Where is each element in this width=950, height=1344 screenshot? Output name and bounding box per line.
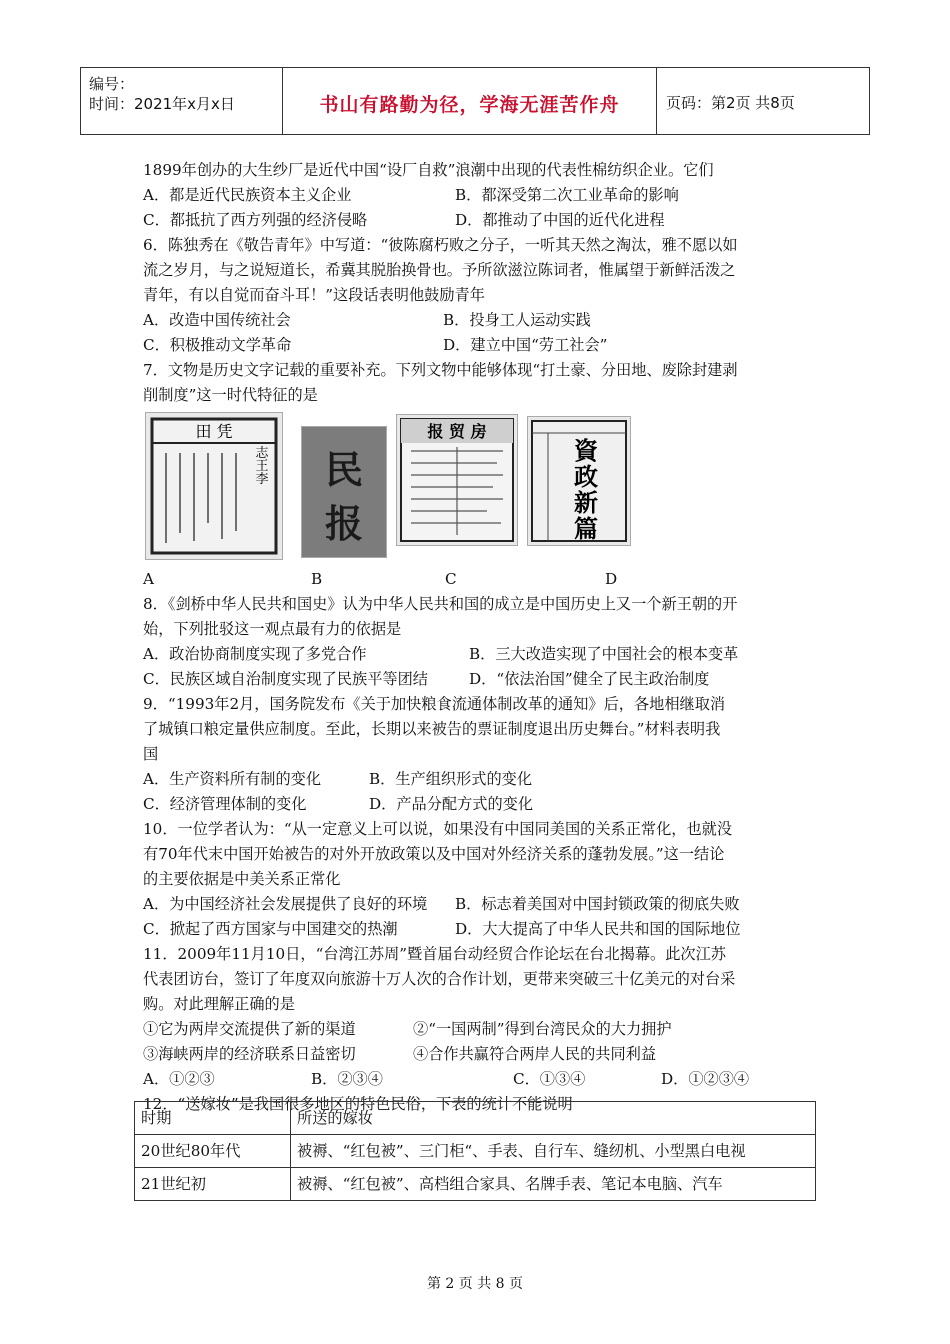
table-row	[135, 1135, 816, 1168]
option-c: C．积极推动文学革命	[143, 336, 292, 354]
question-9-line: 了城镇口粮定量供应制度。至此，长期以来被告的票证制度退出历史舞台。”材料表明我	[143, 720, 721, 738]
option-b: B．都深受第二次工业革命的影响	[455, 186, 679, 204]
artifact-images	[143, 412, 823, 567]
statement-3: ③海峡两岸的经济联系日益密切	[143, 1045, 356, 1063]
option-d: D．建立中国“劳工社会”	[443, 336, 608, 354]
table-cell: 21世纪初	[135, 1168, 291, 1201]
header-divider	[656, 68, 657, 134]
image-label-d: D	[605, 570, 618, 588]
statement-4: ④合作共赢符合两岸人民的共同利益	[413, 1045, 656, 1063]
table-header-cell: 所送的嫁妆	[291, 1102, 816, 1135]
cover-char-2: 政	[574, 462, 598, 491]
question-12-stem: 12．“送嫁妆”是我国很多地区的特色民俗，下表的统计不能说明	[143, 1095, 573, 1113]
question-5-options-row2	[143, 208, 823, 233]
question-10-line: 10．一位学者认为：“从一定意义上可以说，如果没有中国同美国的关系正常化，也就没	[143, 820, 733, 838]
option-c: C．民族区域自治制度实现了民族平等团结	[143, 670, 428, 688]
question-8-line: 8．《剑桥中华人民共和国史》认为中华人民共和国的成立是中国历史上又一个新王朝的开	[143, 595, 738, 613]
option-b: B．投身工人运动实践	[443, 311, 591, 329]
question-11-statements-row2	[143, 1042, 823, 1067]
image-label-a: A	[143, 570, 154, 588]
question-8-options-row2	[143, 667, 823, 692]
question-content	[143, 158, 823, 1117]
question-5-stem: 1899年创办的大生纱厂是近代中国“设厂自救”浪潮中出现的代表性棉纺织企业。它们	[143, 161, 714, 179]
deed-side-text: 志王李	[252, 445, 268, 485]
land-deed-document-icon	[145, 412, 283, 560]
question-11-line: 购。对此理解正确的是	[143, 995, 295, 1013]
question-9-options-row2	[143, 792, 823, 817]
header-motto: 书山有路勤为径，学海无涯苦作舟	[319, 94, 620, 116]
question-6-line: 青年，有以自觉而奋斗耳！”这段话表明他鼓励青年	[143, 286, 485, 304]
question-7-image-labels	[143, 567, 823, 592]
option-c: C．①③④	[513, 1070, 586, 1088]
option-d: D．大大提高了中华人民共和国的国际地位	[455, 920, 741, 938]
question-6-line: 6．陈独秀在《敬告青年》中写道：“彼陈腐朽败之分子，一听其天然之淘汰，雅不愿以如	[143, 236, 738, 254]
table-header-row	[135, 1102, 816, 1135]
question-11-options	[143, 1067, 823, 1092]
rubbing-document-icon	[301, 426, 387, 558]
question-10-options-row2	[143, 917, 823, 942]
header-page-label: 页码：第2页 共8页	[666, 94, 795, 112]
header-meta	[89, 74, 279, 114]
image-label-c: C	[445, 570, 457, 588]
statement-2: ②“一国两制”得到台湾民众的大力拥护	[413, 1020, 672, 1038]
option-d: D．“依法治国”健全了民主政治制度	[469, 670, 710, 688]
cover-char-4: 篇	[574, 514, 598, 543]
option-d: D．①②③④	[661, 1070, 750, 1088]
cover-char-3: 新	[574, 488, 598, 517]
option-c: C．都抵抗了西方列强的经济侵略	[143, 211, 368, 229]
option-b: B．标志着美国对中国封锁政策的彻底失败	[455, 895, 740, 913]
cover-char-1: 資	[574, 436, 598, 465]
option-b: B．生产组织形式的变化	[369, 770, 533, 788]
deed-title: 田 凭	[195, 422, 233, 441]
question-6-line: 流之岁月，与之说短道长，希冀其脱胎换骨也。予所欲滋泣陈词者，惟属望于新鲜活泼之	[143, 261, 736, 279]
question-11-statements-row1	[143, 1017, 823, 1042]
option-a: A．改造中国传统社会	[143, 311, 291, 329]
option-c: C．经济管理体制的变化	[143, 795, 307, 813]
question-9-line: 国	[143, 745, 159, 763]
option-d: D．都推动了中国的近代化进程	[455, 211, 665, 229]
option-a: A．为中国经济社会发展提供了良好的环境	[143, 895, 428, 913]
option-a: A．生产资料所有制的变化	[143, 770, 322, 788]
question-9-options-row1	[143, 767, 823, 792]
question-7-line: 削制度”这一时代特征的是	[143, 386, 318, 404]
page-header	[80, 67, 870, 135]
table-cell: 被褥、“红包被”、三门柜“、手表、自行车、缝纫机、小型黑白电视	[291, 1135, 816, 1168]
question-6-options-row2	[143, 333, 823, 358]
question-8-options-row1	[143, 642, 823, 667]
option-b: B．②③④	[311, 1070, 383, 1088]
question-10-options-row1	[143, 892, 823, 917]
table-cell: 20世纪80年代	[135, 1135, 291, 1168]
question-5-options-row1	[143, 183, 823, 208]
table-header-cell: 时期	[135, 1102, 291, 1135]
rubbing-char-2: 报	[324, 501, 364, 546]
option-b: B．三大改造实现了中国社会的根本变革	[469, 645, 739, 663]
question-7-line: 7．文物是历史文字记载的重要补充。下列文物中能够体现“打土豪、分田地、废除封建剥	[143, 361, 738, 379]
question-8-line: 始，下列批驳这一观点最有力的依据是	[143, 620, 402, 638]
image-label-b: B	[311, 570, 323, 588]
number-label: 编号：	[89, 75, 135, 93]
book-cover-document-icon	[527, 416, 631, 546]
option-a: A．都是近代民族资本主义企业	[143, 186, 352, 204]
date-label: 时间：2021年x月x日	[89, 95, 235, 113]
table-row	[135, 1168, 816, 1201]
question-6-options-row1	[143, 308, 823, 333]
option-c: C．掀起了西方国家与中国建交的热潮	[143, 920, 398, 938]
option-d: D．产品分配方式的变化	[369, 795, 534, 813]
option-a: A．①②③	[143, 1070, 215, 1088]
newspaper-document-icon	[396, 414, 518, 546]
table-cell: 被褥、“红包被”、高档组合家具、名牌手表、笔记本电脑、汽车	[291, 1168, 816, 1201]
newspaper-masthead: 报 贸 房	[427, 422, 487, 441]
statement-1: ①它为两岸交流提供了新的渠道	[143, 1020, 356, 1038]
question-10-line: 有70年代末中国开始被告的对外开放政策以及中国对外经济关系的蓬勃发展。”这一结论	[143, 845, 725, 863]
dowry-table	[134, 1101, 816, 1201]
page-footer: 第 2 页 共 8 页	[426, 1276, 524, 1292]
question-11-line: 代表团访台，签订了年度双向旅游十万人次的合作计划，更带来突破三十亿美元的对台采	[143, 970, 736, 988]
option-a: A．政治协商制度实现了多党合作	[143, 645, 367, 663]
rubbing-char-1: 民	[324, 447, 364, 492]
question-9-line: 9．“1993年2月，国务院发布《关于加快粮食流通体制改革的通知》后，各地相继取消	[143, 695, 726, 713]
question-10-line: 的主要依据是中美关系正常化	[143, 870, 341, 888]
question-11-line: 11．2009年11月10日，“台湾江苏周”暨首届台动经贸合作论坛在台北揭幕。此次江苏	[143, 945, 726, 963]
